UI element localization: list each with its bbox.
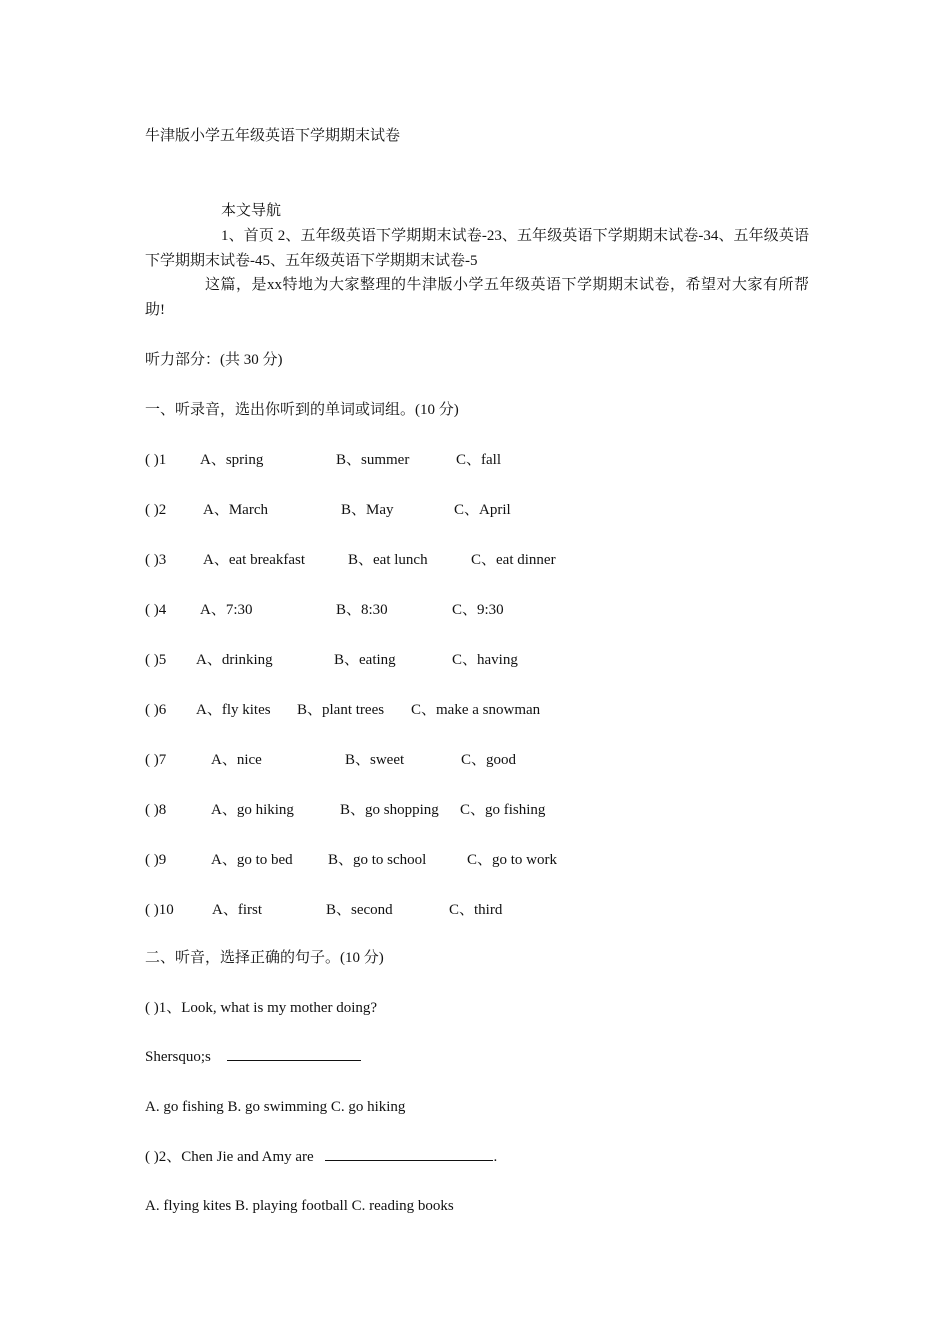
option-c: C、April [454, 502, 511, 518]
section2-title: 二、听音，选择正确的句子。(10 分) [145, 950, 384, 966]
answer-line [145, 1045, 361, 1069]
nav-heading: 本文导航 [221, 203, 282, 219]
option-b: B、go shopping [340, 802, 439, 818]
question-number: ( )7 [145, 752, 167, 768]
question-number: ( )10 [145, 902, 174, 918]
question-number: ( )5 [145, 652, 167, 668]
question-period: . [493, 1149, 498, 1165]
option-a: A、first [212, 902, 262, 918]
option-b: B、go to school [328, 852, 427, 868]
question-number: ( )4 [145, 602, 167, 618]
option-b: B、eating [334, 652, 396, 668]
option-a: A、March [203, 502, 268, 518]
option-a: A、drinking [196, 652, 273, 668]
document-title: 牛津版小学五年级英语下学期期末试卷 [145, 128, 401, 144]
option-c: C、make a snowman [411, 702, 541, 718]
question-number: ( )1 [145, 452, 167, 468]
nav-links[interactable]: 1、首页 2、五年级英语下学期期末试卷-23、五年级英语下学期期末试卷-34、五年级英语下学期期末试卷-45、五年级英语下学期期末试卷-5 [145, 228, 809, 269]
section2-question-1: ( )1、Look, what is my mother doing? [145, 1000, 378, 1016]
option-a: A、go hiking [211, 802, 294, 818]
option-a: A、eat breakfast [203, 552, 306, 568]
section1-title: 一、听录音，选出你听到的单词或词组。(10 分) [145, 402, 459, 418]
option-b: B、May [341, 502, 394, 518]
question-text: ( )2、Chen Jie and Amy are [145, 1149, 314, 1165]
option-b: B、plant trees [297, 702, 385, 718]
section2-q2-options: A. flying kites B. playing football C. reading books [145, 1198, 454, 1214]
option-c: C、good [461, 752, 517, 768]
option-b: B、second [326, 902, 393, 918]
question-number: ( )8 [145, 802, 167, 818]
answer-prefix: Shersquo;s [145, 1049, 211, 1065]
question-number: ( )2 [145, 502, 167, 518]
option-a: A、fly kites [196, 702, 271, 718]
section2-question-2 [145, 1145, 497, 1169]
option-a: A、go to bed [211, 852, 293, 868]
option-a: A、spring [200, 452, 264, 468]
intro-paragraph: 这篇，是xx特地为大家整理的牛津版小学五年级英语下学期期末试卷，希望对大家有所帮助! [145, 277, 809, 318]
answer-blank[interactable] [227, 1046, 361, 1061]
option-a: A、7:30 [200, 602, 253, 618]
option-c: C、go fishing [460, 802, 546, 818]
question-number: ( )3 [145, 552, 167, 568]
option-c: C、having [452, 652, 518, 668]
option-b: B、sweet [345, 752, 405, 768]
section2-q1-options: A. go fishing B. go swimming C. go hiking [145, 1099, 406, 1115]
option-c: C、fall [456, 452, 501, 468]
option-b: B、eat lunch [348, 552, 428, 568]
option-c: C、third [449, 902, 503, 918]
question-number: ( )9 [145, 852, 167, 868]
option-a: A、nice [211, 752, 262, 768]
question-number: ( )6 [145, 702, 167, 718]
option-c: C、9:30 [452, 602, 504, 618]
option-c: C、go to work [467, 852, 558, 868]
answer-blank[interactable] [325, 1146, 493, 1161]
option-b: B、8:30 [336, 602, 388, 618]
option-c: C、eat dinner [471, 552, 556, 568]
option-b: B、summer [336, 452, 410, 468]
listening-header: 听力部分：(共 30 分) [145, 352, 283, 368]
